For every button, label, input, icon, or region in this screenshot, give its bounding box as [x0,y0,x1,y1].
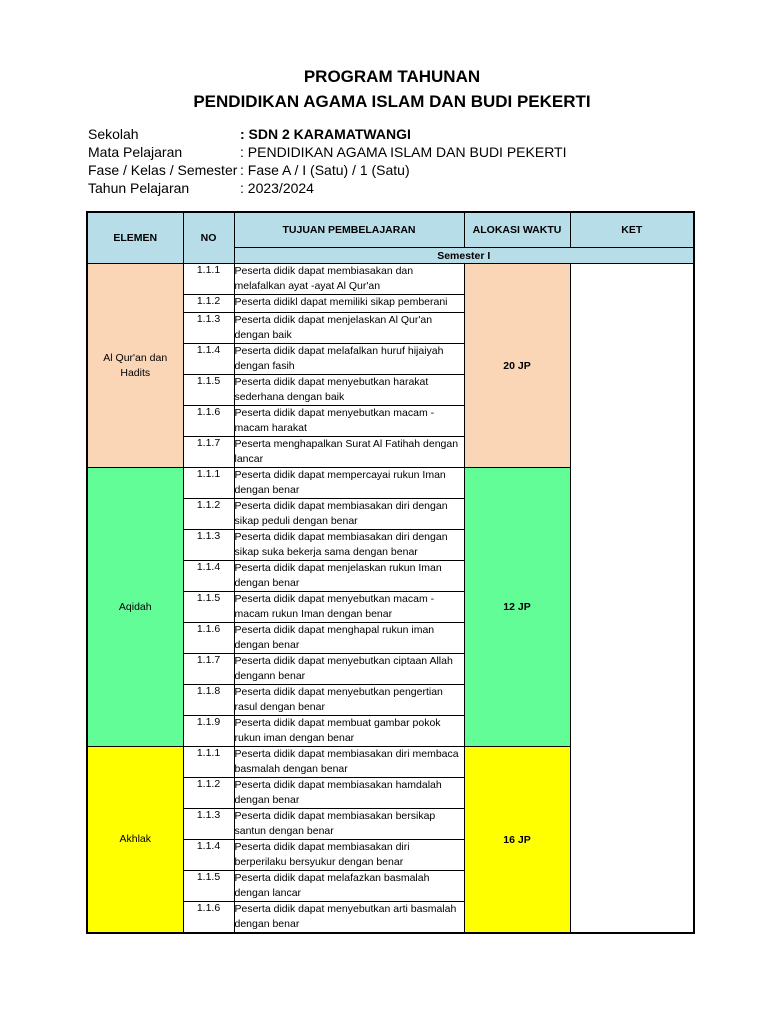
tujuan-cell: Peserta didik dapat menyebutkan arti basmalah dengan benar [234,902,464,934]
no-cell: 1.1.8 [183,685,234,716]
header-tujuan: TUJUAN PEMBELAJARAN [234,212,464,248]
tujuan-cell: Peserta menghapalkan Surat Al Fatihah dengan lancar [234,437,464,468]
ket-cell [570,264,694,934]
tujuan-cell: Peserta didikl dapat memiliki sikap pemberani [234,295,464,313]
no-cell: 1.1.1 [183,468,234,499]
no-cell: 1.1.2 [183,295,234,313]
no-cell: 1.1.5 [183,871,234,902]
program-table [86,211,695,934]
tujuan-cell: Peserta didik dapat menyebutkan macam - macam rukun Iman dengan benar [234,592,464,623]
no-cell: 1.1.2 [183,499,234,530]
tujuan-cell: Peserta didik dapat menyebutkan macam - macam harakat [234,406,464,437]
tujuan-cell: Peserta didik dapat menjelaskan Al Qur'an dengan baik [234,313,464,344]
table-body [87,264,694,934]
info-value: : PENDIDIKAN AGAMA ISLAM DAN BUDI PEKERTI [240,144,567,160]
no-cell: 1.1.6 [183,623,234,654]
alokasi-cell: 12 JP [464,468,570,747]
elemen-cell: Al Qur'an dan Hadits [87,264,183,468]
document-subtitle: PENDIDIKAN AGAMA ISLAM DAN BUDI PEKERTI [193,92,591,111]
no-cell: 1.1.3 [183,809,234,840]
no-cell: 1.1.1 [183,747,234,778]
tujuan-cell: Peserta didik dapat membiasakan diri membaca basmalah dengan benar [234,747,464,778]
tujuan-cell: Peserta didik dapat menghapal rukun iman dengan benar [234,623,464,654]
document-title: PROGRAM TAHUNAN [303,67,481,86]
info-label: Fase / Kelas / Semester [88,162,238,178]
tujuan-cell: Peserta didik dapat mempercayai rukun Iman dengan benar [234,468,464,499]
no-cell: 1.1.1 [183,264,234,295]
no-cell: 1.1.2 [183,778,234,809]
no-cell: 1.1.7 [183,437,234,468]
header-ket: KET [570,212,694,248]
tujuan-cell: Peserta didik dapat membiasakan diri dengan sikap peduli dengan benar [234,499,464,530]
tujuan-cell: Peserta didik dapat menyebutkan ciptaan Allah dengann benar [234,654,464,685]
no-cell: 1.1.4 [183,840,234,871]
info-label: Tahun Pelajaran [88,180,190,196]
info-value: : Fase A / I (Satu) / 1 (Satu) [240,162,410,178]
tujuan-cell: Peserta didik dapat membiasakan dan melafalkan ayat -ayat Al Qur'an [234,264,464,295]
tujuan-cell: Peserta didik dapat melafazkan basmalah dengan lancar [234,871,464,902]
tujuan-cell: Peserta didik dapat menyebutkan pengertian rasul dengan benar [234,685,464,716]
tujuan-cell: Peserta didik dapat menjelaskan rukun Iman dengan benar [234,561,464,592]
no-cell: 1.1.3 [183,313,234,344]
semester-label: Semester I [234,248,694,264]
header-no: NO [183,212,234,264]
no-cell: 1.1.7 [183,654,234,685]
no-cell: 1.1.3 [183,530,234,561]
no-cell: 1.1.4 [183,344,234,375]
no-cell: 1.1.6 [183,406,234,437]
elemen-cell: Akhlak [87,747,183,934]
tujuan-cell: Peserta didik dapat membuat gambar pokok rukun iman dengan benar [234,716,464,747]
table-row [87,264,694,295]
info-value: : SDN 2 KARAMATWANGI [240,126,411,142]
tujuan-cell: Peserta didik dapat menyebutkan harakat sederhana dengan baik [234,375,464,406]
no-cell: 1.1.9 [183,716,234,747]
alokasi-cell: 20 JP [464,264,570,468]
no-cell: 1.1.5 [183,592,234,623]
tujuan-cell: Peserta didik dapat melafalkan huruf hijaiyah dengan fasih [234,344,464,375]
tujuan-cell: Peserta didik dapat membiasakan diri berperilaku bersyukur dengan benar [234,840,464,871]
no-cell: 1.1.4 [183,561,234,592]
tujuan-cell: Peserta didik dapat membiasakan diri dengan sikap suka bekerja sama dengan benar [234,530,464,561]
tujuan-cell: Peserta didik dapat membiasakan bersikap santun dengan benar [234,809,464,840]
elemen-cell: Aqidah [87,468,183,747]
table-header-row [87,212,694,248]
tujuan-cell: Peserta didik dapat membiasakan hamdalah dengan benar [234,778,464,809]
no-cell: 1.1.6 [183,902,234,934]
info-value: : 2023/2024 [240,180,314,196]
info-label: Mata Pelajaran [88,144,183,160]
info-label: Sekolah [88,126,139,142]
header-alokasi: ALOKASI WAKTU [464,212,570,248]
no-cell: 1.1.5 [183,375,234,406]
alokasi-cell: 16 JP [464,747,570,934]
header-elemen: ELEMEN [87,212,183,264]
